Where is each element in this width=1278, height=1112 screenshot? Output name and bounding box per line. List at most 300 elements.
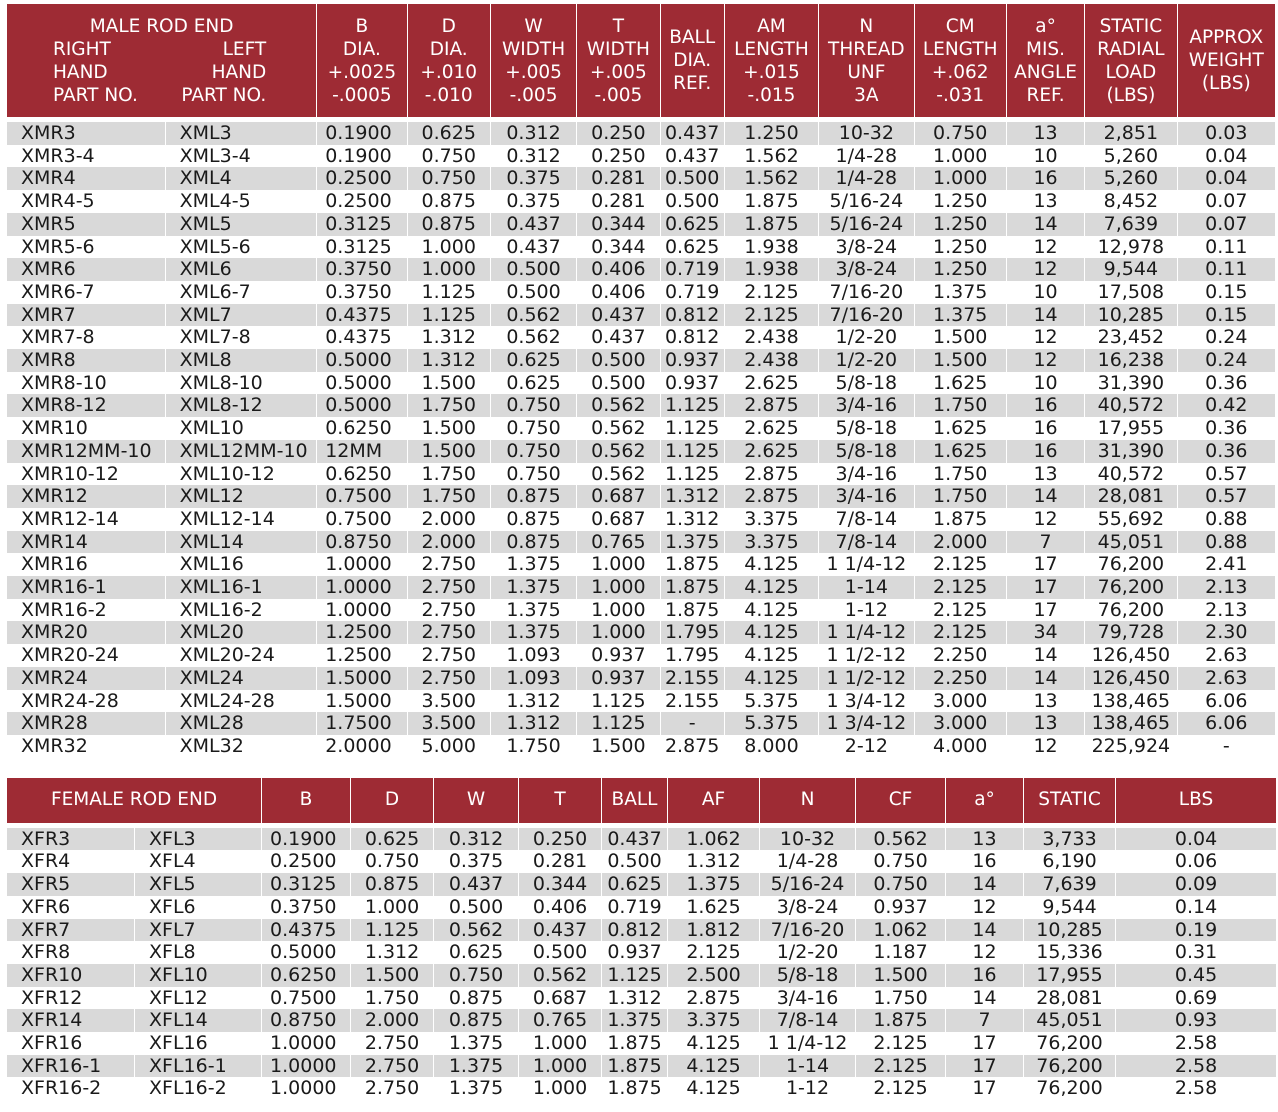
male-table-cell: 1/4-28	[819, 167, 914, 190]
male-table-cell: 0.1900	[317, 122, 407, 145]
female-table-cell: 0.765	[519, 1009, 602, 1032]
female-col-header: W	[434, 778, 519, 823]
male-table-cell: 0.344	[577, 213, 660, 236]
female-table-cell: 1.625	[668, 896, 760, 919]
male-table-row	[7, 258, 1276, 281]
male-table-cell: XMR32	[7, 735, 166, 758]
male-table-cell: 1.5000	[317, 690, 407, 713]
male-table-cell: 10	[1006, 281, 1084, 304]
female-table-cell: XFR10	[7, 964, 135, 987]
male-table-cell: 0.719	[660, 258, 724, 281]
male-table-cell: 2.155	[660, 667, 724, 690]
male-table-cell: 8,452	[1085, 190, 1177, 213]
female-table-row	[7, 828, 1277, 851]
male-table-cell: 3/8-24	[819, 258, 914, 281]
male-col-header-line: STATIC	[1099, 15, 1163, 37]
male-col-header	[819, 4, 914, 117]
male-table-cell: 1.000	[577, 553, 660, 576]
male-table-cell: 1.125	[407, 304, 490, 327]
female-table-cell: 0.812	[602, 919, 668, 942]
male-table-cell: 1 1/2-12	[819, 644, 914, 667]
female-table-cell: 17	[946, 1055, 1024, 1078]
female-table-cell: 1.500	[856, 964, 946, 987]
male-table-cell: 28,081	[1085, 485, 1177, 508]
male-table-cell: 0.250	[577, 145, 660, 168]
male-table-cell: 2.438	[724, 326, 818, 349]
female-table-cell: 1.375	[668, 873, 760, 896]
female-table-cell: XFR3	[7, 828, 135, 851]
female-table-cell: 12	[946, 896, 1024, 919]
male-table-cell: 0.8750	[317, 531, 407, 554]
female-table-cell: 0.625	[434, 941, 519, 964]
male-table-cell: 3/8-24	[819, 236, 914, 259]
male-table-cell: 1.312	[660, 485, 724, 508]
female-col-header: CF	[856, 778, 946, 823]
male-table-cell: 0.937	[660, 372, 724, 395]
male-table-cell: XMR6-7	[7, 281, 166, 304]
female-table-cell: 16	[946, 964, 1024, 987]
male-table-cell: 1.000	[914, 145, 1006, 168]
male-table-cell: 1.875	[724, 213, 818, 236]
female-table-cell: XFR6	[7, 896, 135, 919]
male-col-header-line: WIDTH	[501, 38, 566, 60]
male-table-cell: 0.625	[490, 372, 576, 395]
male-col-header-line: +.062	[931, 61, 989, 83]
male-table-cell: 1.375	[660, 531, 724, 554]
male-col-header-line: THREAD	[828, 38, 905, 60]
male-table-cell: 3.000	[914, 690, 1006, 713]
female-table-cell: 0.344	[519, 873, 602, 896]
female-table-cell: 0.875	[434, 1009, 519, 1032]
female-table-cell: XFL7	[135, 919, 262, 942]
male-table-cell: 76,200	[1085, 576, 1177, 599]
male-table-row	[7, 621, 1276, 644]
male-col-header-line: DIA.	[342, 38, 381, 60]
female-table-cell: 0.562	[856, 828, 946, 851]
female-table-cell: 1.375	[602, 1009, 668, 1032]
female-table-row	[7, 873, 1277, 896]
left-hand-label: LEFT	[222, 38, 267, 60]
male-table-cell: 2.125	[724, 281, 818, 304]
male-table-cell: 17	[1006, 553, 1084, 576]
male-table-cell: 4.000	[914, 735, 1006, 758]
male-table-cell: XML5-6	[165, 236, 317, 259]
male-col-header-line: CM	[945, 15, 975, 37]
female-table-cell: 2.500	[668, 964, 760, 987]
female-table-cell: 1.875	[602, 1077, 668, 1100]
male-table-cell: 3.500	[407, 712, 490, 735]
male-table-cell: XMR10-12	[7, 463, 166, 486]
female-table-cell: 1.375	[434, 1032, 519, 1055]
male-table-cell: 5/16-24	[819, 213, 914, 236]
male-table-cell: 126,450	[1085, 667, 1177, 690]
male-table-cell: XML12	[165, 485, 317, 508]
female-table-cell: 14	[946, 987, 1024, 1010]
male-table-cell: 1.562	[724, 167, 818, 190]
male-table-cell: 0.312	[490, 122, 576, 145]
female-table-row	[7, 1009, 1277, 1032]
female-col-header: D	[351, 778, 434, 823]
male-table-cell: 1.2500	[317, 621, 407, 644]
male-table-cell: 1.312	[407, 349, 490, 372]
male-table-cell: 126,450	[1085, 644, 1177, 667]
female-table-cell: 1.000	[351, 896, 434, 919]
male-table-row	[7, 485, 1276, 508]
female-table-cell: XFR4	[7, 850, 135, 873]
female-table-cell: 76,200	[1024, 1077, 1116, 1100]
male-table-cell: 4.125	[724, 667, 818, 690]
male-table-cell: 1.250	[724, 122, 818, 145]
female-table-cell: 16	[946, 850, 1024, 873]
male-table-cell: 1.500	[407, 417, 490, 440]
male-col-header-line: (LBS)	[1106, 84, 1156, 106]
male-col-header-line: (LBS)	[1201, 73, 1251, 94]
female-table-cell: 1/4-28	[760, 850, 856, 873]
male-table-cell: 0.437	[490, 213, 576, 236]
male-table-cell: 3/4-16	[819, 485, 914, 508]
male-col-header-line: LENGTH	[734, 38, 809, 60]
male-table-cell: 2.750	[407, 644, 490, 667]
female-table-cell: 0.437	[519, 919, 602, 942]
male-table-cell: 2,851	[1085, 122, 1177, 145]
male-table-cell: 0.500	[660, 190, 724, 213]
male-table-cell: 1/2-20	[819, 326, 914, 349]
male-table-cell: 0.750	[490, 394, 576, 417]
male-table-cell: 0.04	[1177, 145, 1275, 168]
male-table-cell: 1.625	[914, 440, 1006, 463]
male-table-cell: 2.625	[724, 417, 818, 440]
male-table-cell: 4.125	[724, 599, 818, 622]
male-table-cell: 0.687	[577, 508, 660, 531]
male-table-cell: 5/8-18	[819, 372, 914, 395]
male-table-cell: 12,978	[1085, 236, 1177, 259]
male-table-cell: XML3	[165, 122, 317, 145]
male-table-cell: 1-14	[819, 576, 914, 599]
male-table-cell: XML6	[165, 258, 317, 281]
female-table-cell: 0.3750	[262, 896, 351, 919]
female-table-cell: XFL3	[135, 828, 262, 851]
male-table-cell: 8.000	[724, 735, 818, 758]
female-table-cell: 1.875	[602, 1055, 668, 1078]
male-col-header-line: -.0005	[332, 84, 392, 106]
male-table-cell: 1.875	[660, 599, 724, 622]
female-table-cell: 1.750	[856, 987, 946, 1010]
male-table-cell: 0.562	[577, 417, 660, 440]
female-table-cell: 0.5000	[262, 941, 351, 964]
female-table-cell: 3,733	[1024, 828, 1116, 851]
male-table-cell: 45,051	[1085, 531, 1177, 554]
male-table-cell: 23,452	[1085, 326, 1177, 349]
female-table-cell: 14	[946, 919, 1024, 942]
male-table-cell: 1.312	[490, 712, 576, 735]
female-table-cell: XFL8	[135, 941, 262, 964]
female-table-cell: 2.125	[668, 941, 760, 964]
male-table-cell: 1.000	[407, 258, 490, 281]
female-table-cell: 0.562	[434, 919, 519, 942]
male-table-cell: 2.30	[1177, 621, 1275, 644]
female-table-cell: 1.062	[668, 828, 760, 851]
male-table-cell: 4.125	[724, 576, 818, 599]
male-table-cell: 1.562	[724, 145, 818, 168]
female-table-cell: 1.812	[668, 919, 760, 942]
male-col-header-line: REF.	[673, 73, 712, 94]
male-table-cell: 0.07	[1177, 213, 1275, 236]
male-table-cell: 2.875	[660, 735, 724, 758]
right-hand-label: PART NO.	[53, 84, 138, 106]
female-table-cell: XFL6	[135, 896, 262, 919]
male-table-cell: 17,508	[1085, 281, 1177, 304]
male-table-cell: 16,238	[1085, 349, 1177, 372]
male-table-cell: XMR16	[7, 553, 166, 576]
male-table-cell: 9,544	[1085, 258, 1177, 281]
male-table-cell: 10	[1006, 372, 1084, 395]
male-table-cell: 0.562	[577, 440, 660, 463]
male-table-cell: 2.0000	[317, 735, 407, 758]
female-table-cell: 10,285	[1024, 919, 1116, 942]
female-title: FEMALE ROD END	[7, 778, 262, 823]
male-table-cell: XML8-10	[165, 372, 317, 395]
male-table-cell: 2.000	[914, 531, 1006, 554]
male-table-row	[7, 372, 1276, 395]
male-table-cell: 1.500	[914, 326, 1006, 349]
female-table-cell: 0.14	[1116, 896, 1277, 919]
female-table-cell: 0.750	[856, 873, 946, 896]
male-table-cell: XMR24	[7, 667, 166, 690]
female-table-row	[7, 1032, 1277, 1055]
male-table-cell: 2.250	[914, 644, 1006, 667]
male-table-row	[7, 281, 1276, 304]
male-table-cell: 1.875	[914, 508, 1006, 531]
male-table-cell: XML7-8	[165, 326, 317, 349]
female-table-cell: 1.125	[602, 964, 668, 987]
female-table-cell: 7	[946, 1009, 1024, 1032]
female-col-header: N	[760, 778, 856, 823]
male-table-cell: 0.750	[914, 122, 1006, 145]
male-table-cell: 2-12	[819, 735, 914, 758]
male-table-cell: 1.875	[660, 576, 724, 599]
male-table-row	[7, 236, 1276, 259]
male-table-cell: 14	[1006, 667, 1084, 690]
female-table-cell: 1.0000	[262, 1055, 351, 1078]
male-table-cell: XMR7-8	[7, 326, 166, 349]
male-table-cell: 1.625	[914, 372, 1006, 395]
male-table-cell: 138,465	[1085, 690, 1177, 713]
male-table-cell: 2.125	[914, 599, 1006, 622]
male-table-cell: 1.0000	[317, 599, 407, 622]
male-col-header-line: -.010	[424, 84, 473, 106]
male-table-cell: 0.11	[1177, 236, 1275, 259]
male-table-row	[7, 667, 1276, 690]
male-table-cell: 5.375	[724, 712, 818, 735]
male-table-cell: 0.5000	[317, 349, 407, 372]
male-table-cell: 7	[1006, 531, 1084, 554]
male-table-cell: 1 3/4-12	[819, 712, 914, 735]
female-table-cell: 0.375	[434, 850, 519, 873]
male-table-cell: 10	[1006, 145, 1084, 168]
female-table-cell: 15,336	[1024, 941, 1116, 964]
male-col-header-line: DIA.	[429, 38, 468, 60]
male-table-cell: XML24	[165, 667, 317, 690]
female-table-cell: 7/8-14	[760, 1009, 856, 1032]
male-table-cell: XMR4-5	[7, 190, 166, 213]
male-table-row	[7, 508, 1276, 531]
female-table-row	[7, 964, 1277, 987]
male-table-row	[7, 553, 1276, 576]
male-table-cell: 4.125	[724, 621, 818, 644]
female-table-cell: 0.437	[602, 828, 668, 851]
male-table-cell: 14	[1006, 213, 1084, 236]
male-table-cell: 7/8-14	[819, 531, 914, 554]
male-table-cell: 0.3750	[317, 258, 407, 281]
male-col-header	[317, 4, 407, 117]
female-table-cell: 10-32	[760, 828, 856, 851]
male-table-cell: XML8	[165, 349, 317, 372]
male-table-cell: 34	[1006, 621, 1084, 644]
male-table-cell: -	[660, 712, 724, 735]
female-table-cell: 5/8-18	[760, 964, 856, 987]
male-col-header	[490, 4, 576, 117]
male-table-cell: XMR28	[7, 712, 166, 735]
male-table-cell: XMR8	[7, 349, 166, 372]
female-table-cell: 2.750	[351, 1032, 434, 1055]
male-table-cell: 1.5000	[317, 667, 407, 690]
male-table-cell: 1/2-20	[819, 349, 914, 372]
female-table-cell: XFL12	[135, 987, 262, 1010]
male-table-cell: 1.625	[914, 417, 1006, 440]
male-col-header-line: +.005	[590, 61, 647, 83]
male-table-cell: 0.562	[577, 394, 660, 417]
male-table-cell: 1.375	[914, 304, 1006, 327]
female-table-cell: 17	[946, 1032, 1024, 1055]
male-table-row	[7, 326, 1276, 349]
right-hand-label: HAND	[53, 61, 108, 83]
male-table-cell: XMR14	[7, 531, 166, 554]
male-table-cell: 0.875	[407, 190, 490, 213]
left-hand-label: HAND	[211, 61, 267, 83]
male-table-cell: XML4-5	[165, 190, 317, 213]
male-table-cell: 0.719	[660, 281, 724, 304]
male-table-row	[7, 576, 1276, 599]
male-table-cell: 1.312	[660, 508, 724, 531]
female-table-cell: 9,544	[1024, 896, 1116, 919]
male-table-row	[7, 349, 1276, 372]
male-table-cell: 2.750	[407, 576, 490, 599]
male-table-cell: 0.812	[660, 304, 724, 327]
female-table-cell: 2.125	[856, 1032, 946, 1055]
male-table-cell: 0.57	[1177, 485, 1275, 508]
female-table-cell: 7,639	[1024, 873, 1116, 896]
male-table-cell: XML12MM-10	[165, 440, 317, 463]
male-table-cell: XML28	[165, 712, 317, 735]
male-table-cell: 0.875	[490, 485, 576, 508]
male-table-cell: 0.500	[577, 372, 660, 395]
male-col-header	[724, 4, 818, 117]
male-table-cell: 0.687	[577, 485, 660, 508]
male-table-cell: 1.312	[490, 690, 576, 713]
male-table-cell: 0.04	[1177, 167, 1275, 190]
male-table-cell: 6.06	[1177, 712, 1275, 735]
male-table-cell: 0.437	[660, 145, 724, 168]
male-table-cell: XMR20-24	[7, 644, 166, 667]
female-table-cell: XFL16-2	[135, 1077, 262, 1100]
male-table-cell: XML20-24	[165, 644, 317, 667]
male-table-cell: 3/4-16	[819, 394, 914, 417]
male-table-cell: XML12-14	[165, 508, 317, 531]
male-table-cell: 7/16-20	[819, 281, 914, 304]
male-col-header-line: APPROX	[1189, 27, 1264, 48]
male-table-cell: 1.250	[914, 190, 1006, 213]
male-table-row	[7, 122, 1276, 145]
male-table-cell: 1.2500	[317, 644, 407, 667]
male-table-cell: 1.500	[577, 735, 660, 758]
male-table-cell: 2.63	[1177, 644, 1275, 667]
male-table-cell: 0.750	[407, 167, 490, 190]
male-table-cell: XMR16-1	[7, 576, 166, 599]
male-table-cell: 2.750	[407, 599, 490, 622]
female-table-cell: 2.58	[1116, 1032, 1277, 1055]
female-table-cell: 1-12	[760, 1077, 856, 1100]
male-table-cell: 1.0000	[317, 553, 407, 576]
male-table-cell: 12	[1006, 236, 1084, 259]
male-table-cell: XMR12	[7, 485, 166, 508]
male-col-header-line: -.005	[594, 84, 643, 106]
female-table-cell: 0.06	[1116, 850, 1277, 873]
male-table-row	[7, 735, 1276, 758]
male-col-header-line: +.010	[420, 61, 478, 83]
male-table-cell: 1/4-28	[819, 145, 914, 168]
female-col-header: BALL	[602, 778, 668, 823]
male-table-cell: 14	[1006, 485, 1084, 508]
female-table-cell: 0.750	[434, 964, 519, 987]
male-table-cell: XML20	[165, 621, 317, 644]
male-table-cell: 2.41	[1177, 553, 1275, 576]
male-table-cell: 0.437	[577, 304, 660, 327]
female-table-row	[7, 941, 1277, 964]
male-col-header-line: -.005	[509, 84, 558, 106]
male-table-cell: 0.625	[407, 122, 490, 145]
catalog-page	[6, 4, 1276, 1100]
male-col-header	[1177, 4, 1275, 117]
male-table-cell: 1.125	[407, 281, 490, 304]
female-table-cell: 12	[946, 941, 1024, 964]
male-table-row	[7, 463, 1276, 486]
male-table-cell: XML32	[165, 735, 317, 758]
male-table-cell: XMR8-10	[7, 372, 166, 395]
male-table-cell: 12MM	[317, 440, 407, 463]
male-table-cell: 0.500	[490, 258, 576, 281]
male-col-header-line: RADIAL	[1097, 38, 1165, 60]
male-table-cell: 79,728	[1085, 621, 1177, 644]
female-table-cell: 0.19	[1116, 919, 1277, 942]
male-table-cell: 0.7500	[317, 485, 407, 508]
female-table-cell: 3/8-24	[760, 896, 856, 919]
male-table-cell: 0.88	[1177, 531, 1275, 554]
male-table-cell: 10-32	[819, 122, 914, 145]
female-table-cell: 17	[946, 1077, 1024, 1100]
female-table-cell: 0.937	[602, 941, 668, 964]
male-table-cell: XMR12-14	[7, 508, 166, 531]
female-table-cell: XFR5	[7, 873, 135, 896]
male-col-header-line: WEIGHT	[1188, 50, 1264, 71]
male-table-cell: 0.750	[490, 417, 576, 440]
female-table-cell: 2.58	[1116, 1055, 1277, 1078]
female-table-cell: 0.625	[602, 873, 668, 896]
male-table-cell: 1.125	[577, 712, 660, 735]
male-table-cell: 2.750	[407, 621, 490, 644]
female-table-cell: 76,200	[1024, 1032, 1116, 1055]
male-table-cell: XML16-1	[165, 576, 317, 599]
male-table-cell: 0.281	[577, 190, 660, 213]
